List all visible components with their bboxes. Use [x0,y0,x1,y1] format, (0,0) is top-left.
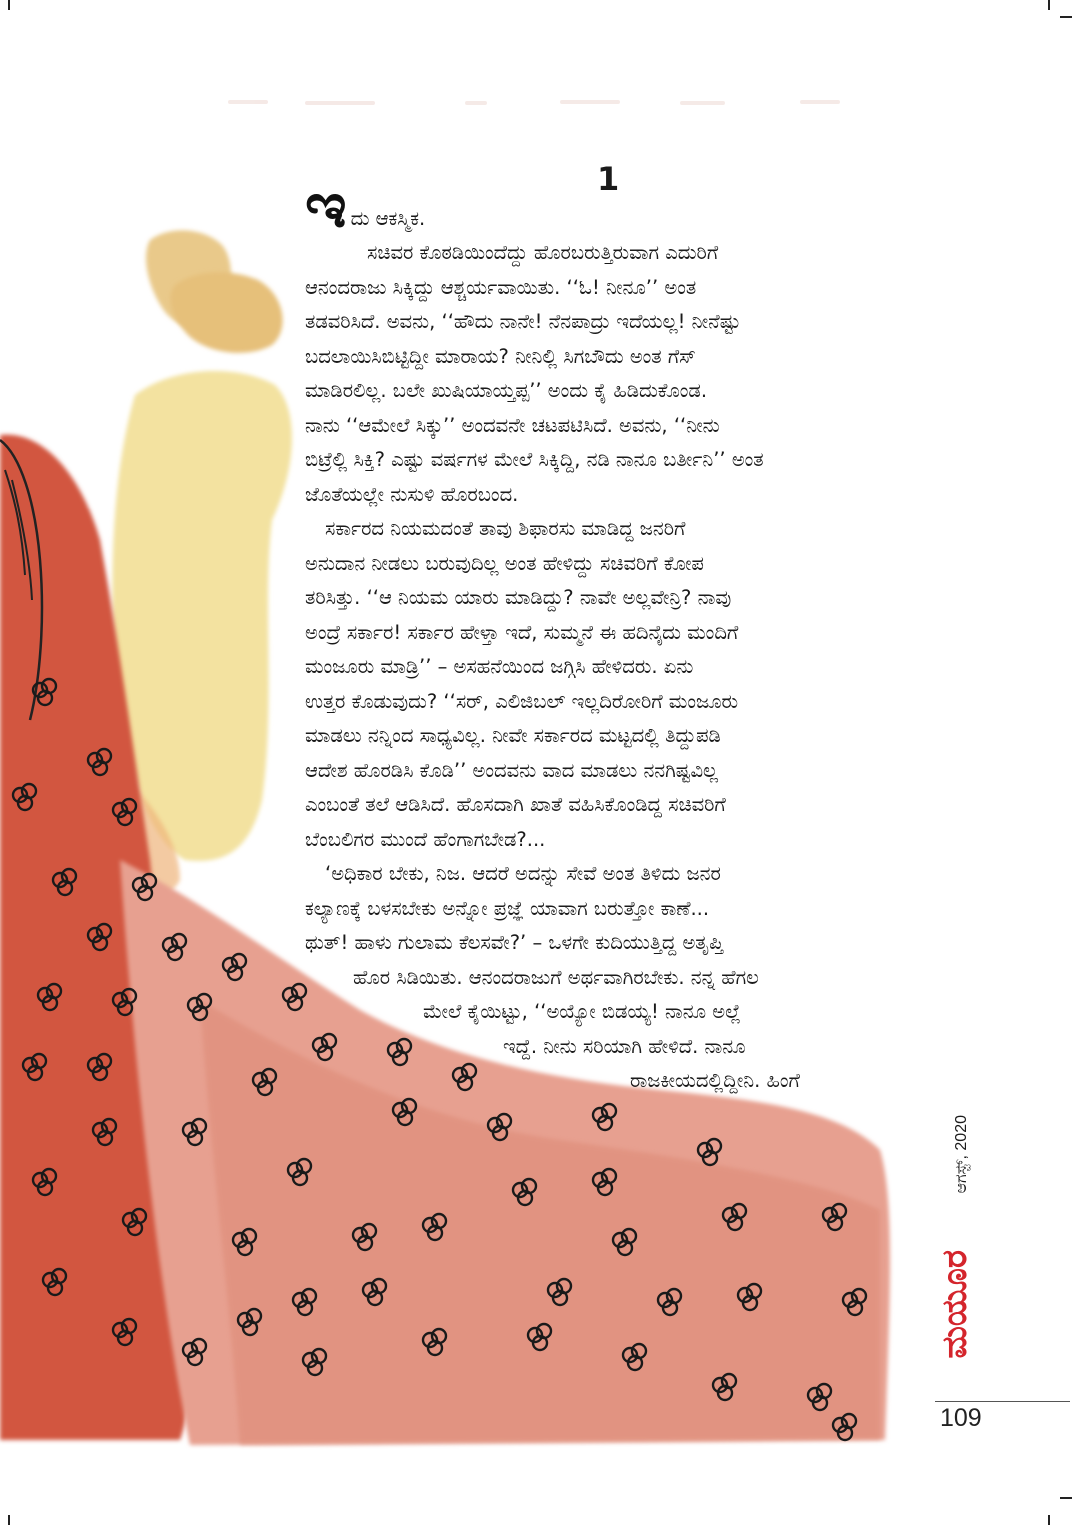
text-line-content: ಮಾಡಲು ನನ್ನಿಂದ ಸಾಧ್ಯವಿಲ್ಲ. ನೀವೇ ಸರ್ಕಾರದ ಮಟ್ಟದಲ್ಲಿ ತಿದ್ದುಪಡಿ [305,724,721,747]
text-line-content: ಸರ್ಕಾರದ ನಿಯಮದಂತೆ ತಾವು ಶಿಫಾರಸು ಮಾಡಿದ್ದ ಜನರಿಗೆ [325,517,686,540]
text-line [305,271,897,306]
opening-line [305,168,897,243]
text-line [305,788,897,823]
text-line-content: ಹೊರ ಸಿಡಿಯಿತು. ಆನಂದರಾಜುಗೆ ಅರ್ಥವಾಗಿರಬೇಕು. ನನ್ನ ಹೆಗಲ [353,965,759,989]
text-line-content: ಅನುದಾನ ನೀಡಲು ಬರುವುದಿಲ್ಲ ಅಂತ ಹೇಳಿದ್ದು ಸಚಿವರಿಗೆ ಕೋಪ [305,551,704,575]
text-line-content: ಮಾಡಿರಲಿಲ್ಲ. ಬಲೇ ಖುಷಿಯಾಯ್ತಪ್ಪ’’ ಅಂದು ಕೈ ಹಿಡಿದುಕೊಂಡ. [305,379,708,402]
text-line [305,1030,897,1065]
text-line [305,995,897,1030]
text-line-content: ತಡವರಿಸಿದೆ. ಅವನು, ‘‘ಹೌದು ನಾನೇ! ನೆನಪಾದ್ರು ಇದೆಯಲ್ಲ! ನೀನೆಷ್ಟು [305,310,741,333]
text-line [305,961,897,996]
text-line [305,892,897,927]
yellow-patch [112,371,292,861]
text-line-content: ಎಂಬಂತೆ ತಲೆ ಆಡಿಸಿದೆ. ಹೊಸದಾಗಿ ಖಾತೆ ವಹಿಸಿಕೊಂಡಿದ್ದ ಸಚಿವರಿಗೆ [305,793,726,816]
text-line-content: ಬಿಟ್ರೆಲ್ಲಿ ಸಿಕ್ತಿ? ಎಷ್ಟು ವರ್ಷಗಳ ಮೇಲೆ ಸಿಕ್ಕಿದ್ದಿ, ನಡಿ ನಾನೂ ಬರ್ತೀನಿ’’ ಅಂತ [305,448,764,471]
text-line [305,1064,897,1099]
drop-cap: ಇ [305,168,347,243]
text-line-content: ಆನಂದರಾಜು ಸಿಕ್ಕಿದ್ದು ಆಶ್ಚರ್ಯವಾಯಿತು. ‘‘ಓ! ನೀನೂ’’ ಅಂತ [305,275,697,299]
faint-brush-strokes [228,100,840,105]
text-line [305,374,897,409]
text-line-content: ಜೊತೆಯಲ್ಲೇ ನುಸುಳಿ ಹೊರಬಂದ. [305,482,519,506]
text-line-content: ಬದಲಾಯಿಸಿಬಿಟ್ಟಿದ್ದೀ ಮಾರಾಯ? ನೀನಿಲ್ಲಿ ಸಿಗಬೌದು ಅಂತ ಗೆಸ್ [305,344,696,368]
text-line-content: ಉತ್ತರ ಕೊಡುವುದು? ‘‘ಸರ್, ಎಲಿಜಿಬಲ್ ಇಲ್ಲದಿರೋರಿಗೆ ಮಂಜೂರು [305,689,739,713]
magazine-logo: ಮಯೂರ [935,1250,975,1359]
page-number-rule [935,1401,1070,1402]
ochre-blob-right [170,272,282,353]
text-line-content: ತರಿಸಿತ್ತು. ‘‘ಆ ನಿಯಮ ಯಾರು ಮಾಡಿದ್ದು? ನಾವೇ ಅಲ್ಲವೇನ್ರಿ? ನಾವು [305,586,732,609]
text-line-content: ಇದ್ದೆ. ನೀನು ಸರಿಯಾಗಿ ಹೇಳಿದೆ. ನಾನೂ [503,1034,746,1058]
text-line-content: ಮೇಲೆ ಕೈಯಿಟ್ಟು, ‘‘ಅಯ್ಯೋ ಬಿಡಯ್ಯ! ನಾನೂ ಅಲ್ಲೆ [423,1000,741,1023]
text-line-content: ಮಂಜೂರು ಮಾಡ್ರಿ’’ – ಅಸಹನೆಯಿಂದ ಜಗ್ಗಿಸಿ ಹೇಳಿದರು. ಏನು [305,655,694,678]
text-line [305,685,897,720]
page-number: 109 [940,1404,982,1432]
text-line-content: ಆದೇಶ ಹೊರಡಿಸಿ ಕೊಡಿ’’ ಅಂದವನು ವಾದ ಮಾಡಲು ನನಗಿಷ್ಟವಿಲ್ಲ [305,758,718,782]
text-line [305,926,897,961]
text-line-content: ಸಚಿವರ ಕೊಠಡಿಯಿಂದೆದ್ದು ಹೊರಬರುತ್ತಿರುವಾಗ ಎದುರಿಗೆ [367,241,719,264]
chapter-number: 1 [597,160,620,198]
text-line: ದು ಆಕಸ್ಮಿಕ. [350,206,426,230]
text-line [305,719,897,754]
text-line-content: ರಾಜಕೀಯದಲ್ಲಿದ್ದೀನಿ. ಹಿಂಗೆ [630,1069,800,1092]
text-line [305,650,897,685]
text-line-content: ಅಂದ್ರೆ ಸರ್ಕಾರ! ಸರ್ಕಾರ ಹೇಳ್ತಾ ಇದೆ, ಸುಮ್ಮನೆ ಈ ಹದಿನೈದು ಮಂದಿಗೆ [305,620,739,644]
text-line [305,236,897,271]
text-line [305,581,897,616]
text-line [305,616,897,651]
text-line [305,305,897,340]
story-text [305,168,897,1099]
text-line [305,857,897,892]
text-line [305,754,897,789]
text-line-content: ಬೆಂಬಲಿಗರ ಮುಂದೆ ಹೆಂಗಾಗಬೇಡ?... [305,827,546,851]
text-line [305,478,897,513]
text-line [305,512,897,547]
text-line-content: ಥುತ್! ಹಾಳು ಗುಲಾಮ ಕೆಲಸವೇ?’ – ಒಳಗೇ ಕುದಿಯುತ್ತಿದ್ದ ಅತೃಪ್ತಿ [305,931,724,954]
text-line [305,409,897,444]
text-line-content: ನಾನು ‘‘ಆಮೇಲೆ ಸಿಕ್ಕು’’ ಅಂದವನೇ ಚಟಪಟಿಸಿದೆ. ಅವನು, ‘‘ನೀನು [305,413,720,437]
text-line-content: ಕಲ್ಯಾಣಕ್ಕೆ ಬಳಸಬೇಕು ಅನ್ನೋ ಪ್ರಜ್ಞೆ ಯಾವಾಗ ಬರುತ್ತೋ ಕಾಣೆ... [305,896,710,920]
text-line [305,340,897,375]
text-line-content: ‘ಅಧಿಕಾರ ಬೇಕು, ನಿಜ. ಆದರೆ ಅದನ್ನು ಸೇವೆ ಅಂತ ತಿಳಿದು ಜನರ [325,862,721,885]
text-line [305,823,897,858]
text-line [305,443,897,478]
issue-date: ಆಗಸ್ಟ್, 2020 [953,1115,970,1194]
text-line [305,547,897,582]
